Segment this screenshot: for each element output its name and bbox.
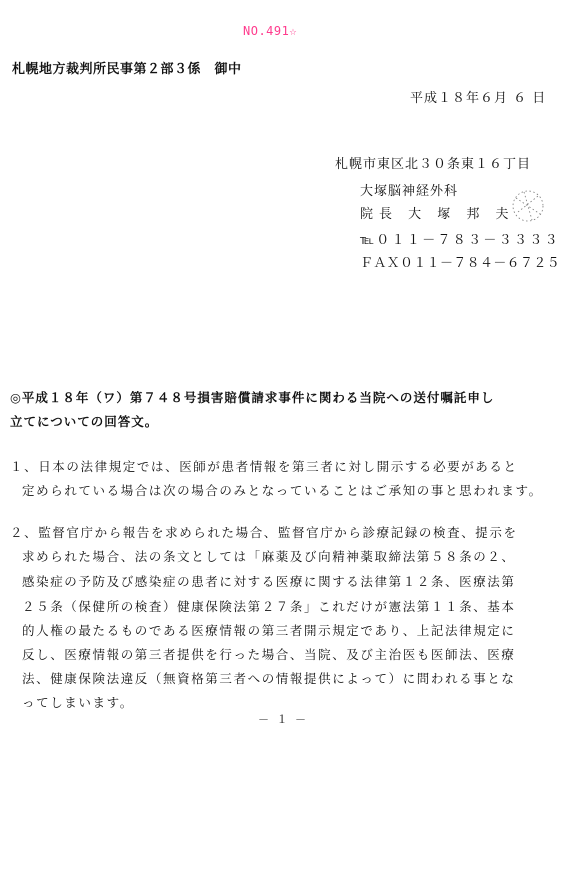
sender-director: 院長 大 塚 邦 夫 (360, 207, 515, 222)
subject-line: ◎平成１８年（ワ）第７４８号損害賠償請求事件に関わる当院への送付嘱託申し (10, 390, 495, 405)
sender-telephone: ℡０１１－７８３－３３３３ (360, 233, 560, 248)
sender-address: 札幌市東区北３０条東１６丁目 (335, 157, 532, 172)
addressee: 札幌地方裁判所民事第２部３係 御中 (12, 62, 242, 77)
paragraph-line: ってしまいます。 (22, 695, 134, 710)
page-number: － １ － (258, 713, 308, 726)
paragraph-line: 定められている場合は次の場合のみとなっていることはご承知の事と思われます。 (22, 483, 543, 498)
paragraph-line: 法、健康保険法違反（無資格第三者への情報提供によって）に問われる事とな (22, 671, 516, 686)
paragraph-line: ２、監督官庁から報告を求められた場合、監督官庁から診療記録の検査、提示を (10, 525, 518, 540)
paragraph-line: ２５条（保健所の検査）健康保険法第２７条」これだけが憲法第１１条、基本 (22, 599, 516, 614)
sender-clinic-name: 大塚脳神経外科 (360, 184, 459, 199)
paragraph-line: 求められた場合、法の条文としては「麻薬及び向精神薬取締法第５８条の２、 (22, 549, 516, 564)
document-date: 平成１８年６月 ６ 日 (410, 91, 547, 106)
paragraph-line: １、日本の法律規定では、医師が患者情報を第三者に対し開示する必要があると (10, 459, 518, 474)
subject-line: 立てについての回答文。 (10, 414, 159, 429)
paragraph-line: 的人権の最たるものである医療情報の第三者開示規定であり、上記法律規定に (22, 623, 516, 638)
document-number-stamp: NO.491☆ (243, 24, 298, 38)
seal-stamp-icon (506, 186, 556, 226)
sender-fax: ＦＡＸ０１１－７８４－６７２５ (360, 256, 561, 271)
paragraph-line: 感染症の予防及び感染症の患者に対する医療に関する法律第１２条、医療法第 (22, 574, 516, 589)
paragraph-line: 反し、医療情報の第三者提供を行った場合、当院、及び主治医も医師法、医療 (22, 647, 516, 662)
